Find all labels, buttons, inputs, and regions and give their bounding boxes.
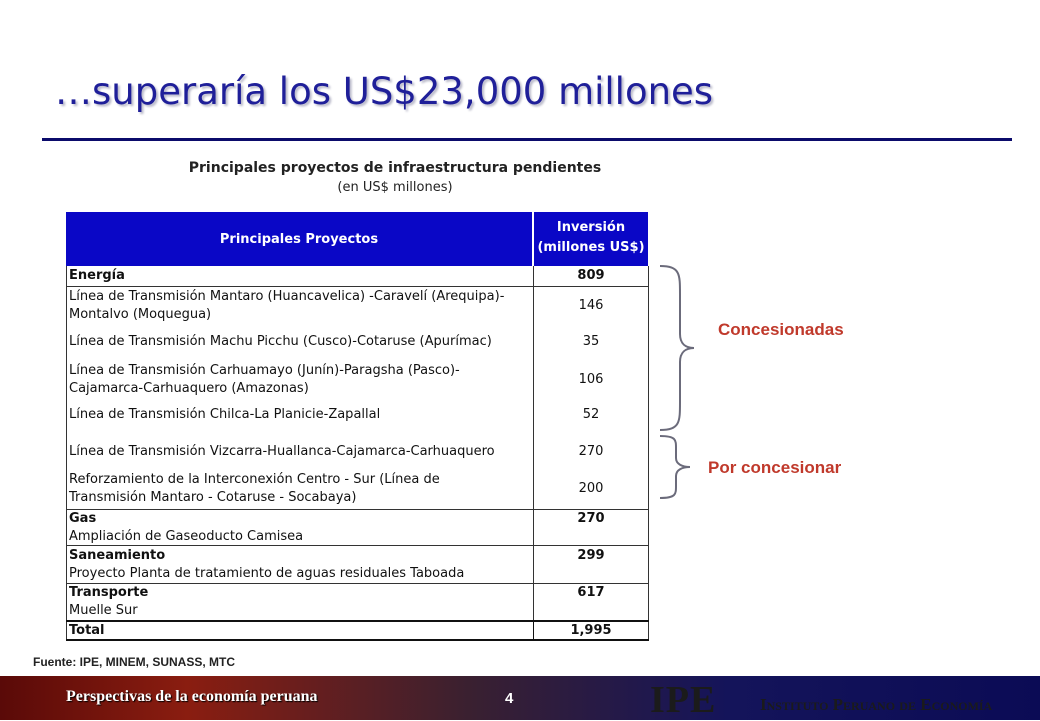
table-border-right <box>648 266 649 640</box>
table-row <box>66 362 648 400</box>
source-note: Fuente: IPE, MINEM, SUNASS, MTC <box>33 655 236 669</box>
row-value: 35 <box>582 334 600 349</box>
row-label: Línea de Transmisión Mantaro (Huancavelica) -Caravelí (Arequipa)- <box>69 289 505 304</box>
page-number: 4 <box>505 690 514 707</box>
row-value: 617 <box>577 585 605 600</box>
table-title: Principales proyectos de infraestructura pendientes <box>188 160 602 176</box>
ipe-logo: IPE <box>650 679 717 721</box>
table-row-total <box>66 622 648 640</box>
row-divider <box>66 286 648 287</box>
row-value: 299 <box>577 548 605 563</box>
row-label: Total <box>69 623 105 638</box>
row-value: 809 <box>577 268 605 283</box>
table-row <box>66 602 648 620</box>
row-label: Saneamiento <box>69 548 166 563</box>
row-label: Reforzamiento de la Interconexión Centro - Sur (Línea de <box>69 472 440 487</box>
header-investment <box>534 218 648 258</box>
row-label-line2: Cajamarca-Carhuaquero (Amazonas) <box>69 381 309 396</box>
table-row-energia <box>66 267 648 285</box>
label-concesionadas: Concesionadas <box>718 320 844 339</box>
table-row <box>66 288 648 326</box>
row-label: Transporte <box>69 585 149 600</box>
brace-concesionadas-icon <box>658 264 698 432</box>
slide-title: …superaría los US$23,000 millones <box>55 70 714 113</box>
table-row <box>66 406 648 424</box>
row-value: 146 <box>578 298 604 313</box>
row-value: 270 <box>578 444 604 459</box>
table-row <box>66 443 648 461</box>
table-row-gas <box>66 510 648 528</box>
row-label: Ampliación de Gaseoducto Camisea <box>69 529 304 544</box>
row-value: 200 <box>578 481 604 496</box>
row-label: Línea de Transmisión Chilca-La Planicie-Zapallal <box>69 407 381 422</box>
header-projects: Principales Proyectos <box>219 231 379 247</box>
row-label: Proyecto Planta de tratamiento de aguas residuales Taboada <box>69 566 465 581</box>
row-label-line2: Montalvo (Moquegua) <box>69 307 212 322</box>
row-label: Línea de Transmisión Carhuamayo (Junín)-Paragsha (Pasco)- <box>69 363 460 378</box>
footer-presentation-title: Perspectivas de la economía peruana <box>66 688 318 705</box>
row-value: 1,995 <box>570 623 612 638</box>
row-value: 52 <box>582 407 600 422</box>
row-label: Línea de Transmisión Vizcarra-Huallanca-Cajamarca-Carhuaquero <box>69 444 495 459</box>
row-divider <box>66 545 648 546</box>
table-row <box>66 333 648 351</box>
row-value: 106 <box>578 372 604 387</box>
institute-name: Instituto Peruano de Economía <box>760 695 993 714</box>
total-column-divider <box>533 622 534 639</box>
table-row-transporte <box>66 584 648 602</box>
table-row-saneamiento <box>66 547 648 565</box>
label-por-concesionar: Por concesionar <box>708 458 842 477</box>
row-label: Línea de Transmisión Machu Picchu (Cusco)-Cotaruse (Apurímac) <box>69 334 492 349</box>
table-row <box>66 471 648 509</box>
table-subtitle: (en US$ millones) <box>337 180 453 195</box>
header-investment-line2: (millones US$) <box>537 240 645 255</box>
title-divider <box>42 138 1012 141</box>
row-label: Energía <box>69 268 125 283</box>
row-label: Gas <box>69 511 97 526</box>
table-row <box>66 565 648 583</box>
table-row <box>66 528 648 546</box>
brace-por-concesionar-icon <box>658 434 698 500</box>
table-header <box>66 212 648 266</box>
total-bottom-border <box>66 639 649 641</box>
row-value: 270 <box>577 511 605 526</box>
row-label: Muelle Sur <box>69 603 138 618</box>
header-investment-line1: Inversión <box>556 220 626 235</box>
row-label-line2: Transmisión Mantaro - Cotaruse - Socabaya) <box>69 490 357 505</box>
